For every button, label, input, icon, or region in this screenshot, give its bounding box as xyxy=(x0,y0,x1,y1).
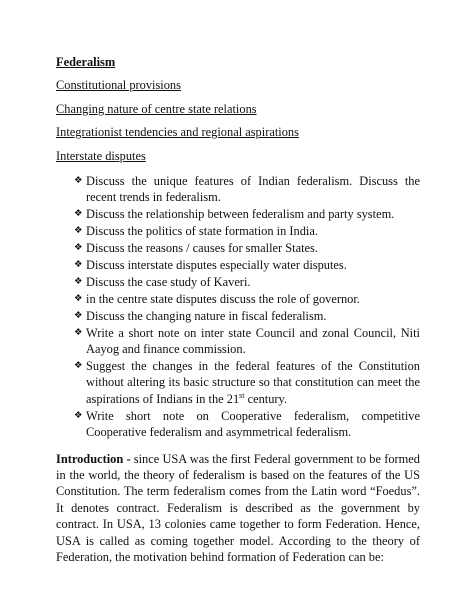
introduction-lead: Introduction - xyxy=(56,451,131,466)
question-text: Discuss the reasons / causes for smaller States. xyxy=(86,241,318,256)
diamond-bullet-icon: ❖ xyxy=(74,309,83,321)
introduction-body: since USA was the first Federal government to be formed in the world, the theory of federalism is based on the features of the US Constitution. The term federalism comes from the Latin word “Foedus”. It denotes contract. Federalism is described as the government by contract. In USA, 13 colonies came together to form Federation. Hence, USA is called as coming together model. According to the theory of Federation, the motivation behind formation of Federation can be: xyxy=(56,451,420,564)
question-list xyxy=(56,173,420,441)
introduction-paragraph xyxy=(56,451,420,566)
list-item xyxy=(74,206,420,222)
diamond-bullet-icon: ❖ xyxy=(74,208,83,220)
list-item xyxy=(74,274,420,290)
diamond-bullet-icon: ❖ xyxy=(74,225,83,237)
diamond-bullet-icon: ❖ xyxy=(74,409,83,421)
question-text: Discuss the unique features of Indian federalism. Discuss the recent trends in federalism. xyxy=(86,174,420,205)
question-text: in the centre state disputes discuss the role of governor. xyxy=(86,291,360,306)
list-item xyxy=(74,308,420,324)
question-text: Discuss the changing nature in fiscal federalism. xyxy=(86,308,327,323)
document-page xyxy=(56,54,420,565)
question-text-main: Suggest the changes in the federal features of the Constitution without altering its basic structure so that constitution can meet the aspirations of Indians in the 21 xyxy=(86,359,420,406)
question-text: Discuss interstate disputes especially water disputes. xyxy=(86,258,347,273)
question-text xyxy=(86,359,420,406)
list-item xyxy=(74,173,420,206)
question-text: Discuss the politics of state formation in India. xyxy=(86,224,318,239)
list-item xyxy=(74,358,420,407)
diamond-bullet-icon: ❖ xyxy=(74,242,83,254)
list-item xyxy=(74,257,420,273)
topic-centre-state-relations: Changing nature of centre state relations xyxy=(56,101,257,116)
diamond-bullet-icon: ❖ xyxy=(74,175,83,187)
diamond-bullet-icon: ❖ xyxy=(74,292,83,304)
topic-integrationist-tendencies: Integrationist tendencies and regional aspirations xyxy=(56,125,299,140)
list-item xyxy=(74,408,420,441)
list-item xyxy=(74,325,420,358)
diamond-bullet-icon: ❖ xyxy=(74,326,83,338)
diamond-bullet-icon: ❖ xyxy=(74,275,83,287)
list-item xyxy=(74,291,420,307)
diamond-bullet-icon: ❖ xyxy=(74,259,83,271)
ordinal-superscript: st xyxy=(239,390,245,400)
list-item xyxy=(74,240,420,256)
list-item xyxy=(74,223,420,239)
question-text: Discuss the relationship between federalism and party system. xyxy=(86,207,395,222)
question-text: Discuss the case study of Kaveri. xyxy=(86,274,251,289)
document-title: Federalism xyxy=(56,55,116,69)
diamond-bullet-icon: ❖ xyxy=(74,360,83,371)
topic-constitutional-provisions: Constitutional provisions xyxy=(56,78,181,93)
topic-interstate-disputes: Interstate disputes xyxy=(56,148,146,163)
question-text-tail: century. xyxy=(244,391,288,406)
question-text: Write a short note on inter state Council and zonal Council, Niti Aayog and finance commission. xyxy=(86,325,420,357)
question-text: Write short note on Cooperative federalism, competitive Cooperative federalism and asymmetrical federalism. xyxy=(86,408,420,440)
